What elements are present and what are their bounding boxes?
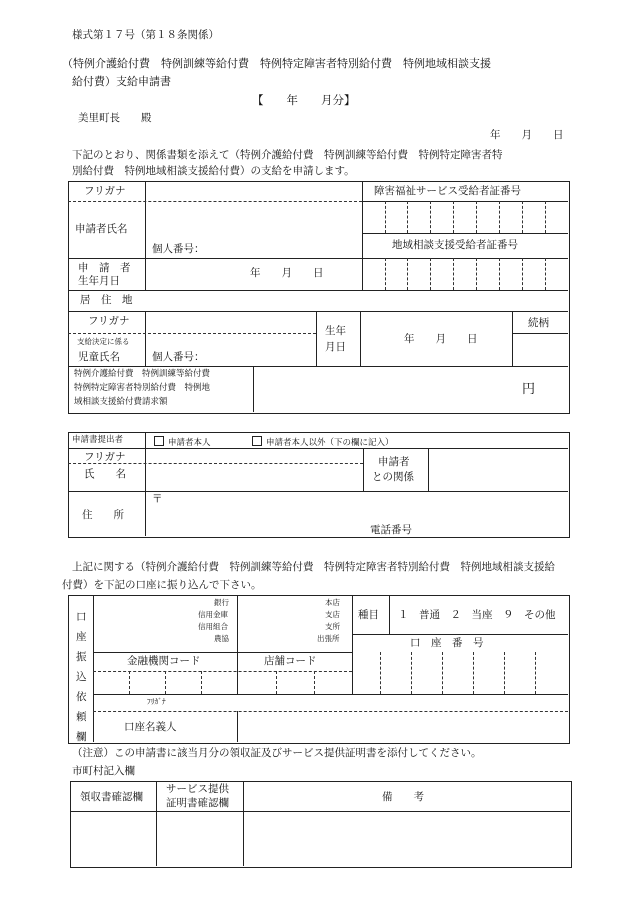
claim-label-1: 特例介護給付費 特例訓練等給付費 — [74, 369, 211, 379]
birth-label-2: 生年月日 — [78, 275, 120, 287]
relation-label: 続柄 — [528, 317, 549, 329]
bank-side-char-7: 欄 — [76, 731, 87, 743]
inst-type-kumiai: 信用組合 — [198, 622, 228, 631]
phone-label: 電話番号 — [370, 524, 412, 536]
form-title-line2: 給付費）支給申請書 — [72, 75, 171, 88]
period-label: 【 年 月分】 — [252, 93, 356, 107]
bank-side-char-5: 依 — [76, 691, 87, 703]
applicant-furigana-label: フリガナ — [84, 185, 126, 197]
applicant-personal-no-label: 個人番号： — [152, 243, 205, 255]
inst-type-shinkin: 信用金庫 — [198, 610, 228, 619]
yen-unit: 円 — [522, 382, 536, 397]
attachment-note: （注意）この申請書に該当月分の領収証及びサービス提供証明書を添付してください。 — [72, 747, 482, 759]
branch-type-branch: 支店 — [325, 610, 340, 619]
submitter-name-label: 氏 名 — [84, 468, 126, 480]
residence-label: 居 住 地 — [80, 294, 133, 306]
submitter-relation-1: 申請者 — [378, 456, 410, 468]
intro-line1: 下記のとおり、関係書類を添えて（特例介護給付費 特例訓練等給付費 特例特定障害者特 — [72, 149, 503, 161]
account-number-label: 口 座 番 号 — [410, 637, 484, 649]
child-furigana-label: フリガナ — [88, 315, 130, 327]
city-entry-heading: 市町村記入欄 — [72, 765, 135, 777]
remarks-label: 備 考 — [382, 791, 424, 803]
child-decision-label: 支給決定に係る — [77, 337, 130, 346]
service-cert-check-label-2: 証明書確認欄 — [166, 797, 229, 809]
inst-type-nokyo: 農協 — [214, 634, 229, 643]
inst-type-bank: 銀行 — [214, 598, 229, 607]
postal-mark: 〒 — [152, 493, 163, 505]
bank-intro-line2: 付費）を下記の口座に振り込んで下さい。 — [62, 579, 262, 591]
bank-side-char-4: 込 — [76, 671, 87, 683]
receipt-check-label: 領収書確認欄 — [80, 791, 143, 803]
checkbox-other[interactable] — [252, 436, 262, 446]
intro-line2: 別給付費 特例地域相談支援給付費）の支給を申請します。 — [72, 165, 355, 177]
bank-side-char-1: 口 — [76, 611, 87, 623]
submitter-furigana-label: フリガナ — [84, 451, 126, 463]
application-date: 年 月 日 — [490, 129, 564, 141]
branch-type-office: 支所 — [325, 622, 340, 631]
community-cert-label: 地域相談支援受給者証番号 — [392, 239, 518, 251]
submitter-option-self[interactable] — [154, 436, 211, 448]
option-self-label: 申請者本人 — [168, 438, 211, 448]
branch-code-label: 店舗コード — [264, 655, 317, 667]
account-kind-label: 種目 — [358, 609, 379, 621]
branch-type-sub: 出張所 — [317, 634, 340, 643]
form-title-line1: （特例介護給付費 特例訓練等給付費 特例特定障害者特別給付費 特例地域相談支援 — [62, 57, 491, 70]
addressee: 美里町長 殿 — [78, 112, 152, 124]
applicant-name-label: 申請者氏名 — [75, 223, 128, 235]
child-birth-label-2: 月日 — [325, 341, 346, 353]
option-other-label: 申請者本人以外（下の欄に記入） — [266, 438, 394, 448]
service-cert-check-label-1: サービス提供 — [166, 783, 229, 795]
checkbox-self[interactable] — [154, 436, 164, 446]
bank-side-char-2: 座 — [76, 631, 87, 643]
child-birth-label-1: 生年 — [325, 325, 346, 337]
applicant-birth-date: 年 月 日 — [250, 267, 324, 279]
submitter-option-other[interactable] — [252, 436, 394, 448]
service-cert-label: 障害福祉サービス受給者証番号 — [374, 185, 521, 197]
child-personal-no-label: 個人番号： — [152, 351, 205, 363]
account-holder-label: 口座名義人 — [124, 721, 177, 733]
branch-type-head: 本店 — [325, 598, 340, 607]
birth-label-1: 申 請 者 — [78, 262, 131, 274]
submitter-label: 申請書提出者 — [72, 435, 124, 445]
account-kind-options: １ 普通 ２ 当座 ９ その他 — [398, 609, 556, 621]
bank-side-char-3: 振 — [76, 651, 87, 663]
bank-intro-line1: 上記に関する（特例介護給付費 特例訓練等給付費 特例特定障害者特別給付費 特例地域相談支援給 — [72, 561, 555, 573]
submitter-relation-2: との関係 — [372, 471, 414, 483]
form-number: 様式第１７号（第１８条関係） — [72, 29, 219, 41]
claim-label-3: 域相談支援給付費請求額 — [74, 397, 168, 407]
claim-label-2: 特例特定障害者特別給付費 特例地 — [74, 383, 211, 393]
holder-kana-label: ﾌﾘｶﾞﾅ — [147, 697, 166, 706]
child-birth-date: 年 月 日 — [404, 333, 478, 345]
bank-code-label: 金融機関コード — [127, 655, 201, 667]
bank-side-char-6: 頼 — [76, 711, 87, 723]
submitter-address-label: 住 所 — [82, 509, 124, 521]
child-name-label: 児童氏名 — [78, 351, 120, 363]
